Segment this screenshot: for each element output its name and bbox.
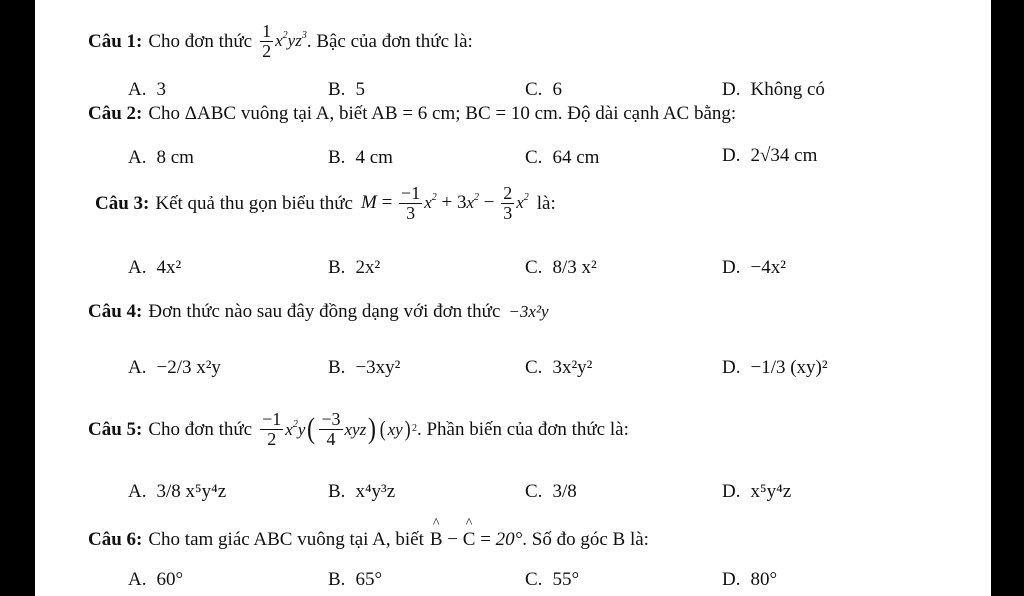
formula-monomial: $\frac{1}{2}$ $x^2yz^3$ <box>262 21 307 61</box>
question-label: Câu 5: <box>88 418 143 440</box>
option-a[interactable]: A. 3 <box>128 79 166 100</box>
option-c[interactable]: C. 55° <box>525 569 580 590</box>
question-text: Đơn thức nào sau đây đồng dạng với đơn thức <box>148 301 501 322</box>
option-a[interactable]: A. −2/3 x²y <box>128 357 221 378</box>
question-text: Cho đơn thức <box>148 30 253 52</box>
option-d[interactable]: D. 2√34 cm <box>722 145 818 166</box>
option-a[interactable]: A. 3/8 x⁵y⁴z <box>128 481 227 502</box>
question-label: Câu 3: <box>95 192 150 214</box>
question-text: Cho đơn thức <box>148 418 253 440</box>
option-b[interactable]: B. −3xy² <box>328 357 401 378</box>
option-b[interactable]: B. 4 cm <box>328 147 393 168</box>
question-text: Kết quả thu gọn biểu thức <box>155 192 353 214</box>
question-text-end: . Phần biến của đơn thức là: <box>416 418 629 440</box>
question-6 <box>88 530 649 549</box>
option-d[interactable]: D. 80° <box>722 569 778 590</box>
formula-angle: ^ B − ^ C = 20° <box>430 530 522 549</box>
formula-expression: M = $\frac{-1}{3}$ $x^2 + 3x^2$ − $\frac{2}{3}$ $x^2$ <box>361 183 529 223</box>
question-label: Câu 6: <box>88 529 143 550</box>
formula-monomial: −3x²y <box>508 302 549 321</box>
option-c[interactable]: C. 64 cm <box>525 147 600 168</box>
right-black-bar <box>991 0 1024 596</box>
option-b[interactable]: B. x⁴y³z <box>328 481 396 502</box>
option-d[interactable]: D. Không có <box>722 79 825 100</box>
option-a[interactable]: A. 8 cm <box>128 147 194 168</box>
question-label: Câu 1: <box>88 30 143 52</box>
option-c[interactable]: C. 3/8 <box>525 481 577 502</box>
left-black-bar <box>0 0 35 596</box>
question-label: Câu 2: <box>88 103 143 124</box>
question-label: Câu 4: <box>88 301 143 322</box>
option-b[interactable]: B. 5 <box>328 79 365 100</box>
question-text-end: . Bậc của đơn thức là: <box>306 30 473 52</box>
option-b[interactable]: B. 2x² <box>328 257 381 278</box>
option-d[interactable]: D. x⁵y⁴z <box>722 481 792 502</box>
question-3 <box>95 184 556 223</box>
question-1 <box>88 22 473 61</box>
formula-monomial: $\frac{-1}{2}$ $x^2y$ ( $\frac{-3}{4}$ xyz ) ( xy ) 2 <box>262 409 417 449</box>
option-a[interactable]: A. 4x² <box>128 257 182 278</box>
option-b[interactable]: B. 65° <box>328 569 383 590</box>
option-d[interactable]: D. −4x² <box>722 257 786 278</box>
question-text-end: . Số đo góc B là: <box>522 529 649 550</box>
option-a[interactable]: A. 60° <box>128 569 184 590</box>
question-text: Cho tam giác ABC vuông tại A, biết <box>148 529 424 550</box>
question-2 <box>88 104 736 123</box>
question-4 <box>88 302 549 321</box>
option-c[interactable]: C. 3x²y² <box>525 357 593 378</box>
question-text-end: là: <box>536 192 556 214</box>
question-text: Cho ΔABC vuông tại A, biết AB = 6 cm; BC = 10 cm. Độ dài cạnh AC bằng: <box>148 103 737 124</box>
option-d[interactable]: D. −1/3 (xy)² <box>722 357 828 378</box>
option-c[interactable]: C. 8/3 x² <box>525 257 597 278</box>
option-c[interactable]: C. 6 <box>525 79 562 100</box>
question-5 <box>88 410 629 449</box>
